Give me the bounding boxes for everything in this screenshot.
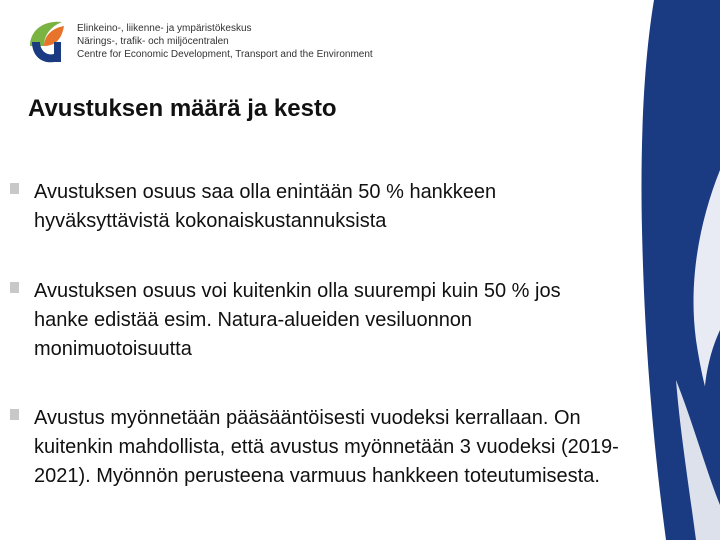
bullet-text: Avustuksen osuus voi kuitenkin olla suurempi kuin 50 % jos hanke edistää esim. Natura-alueiden vesiluonnon monimuotoisuutta [34, 280, 561, 360]
bullet-square-icon [10, 183, 19, 194]
logo-line-fi: Elinkeino-, liikenne- ja ympäristökeskus [77, 23, 252, 34]
ely-logo-icon [22, 16, 72, 66]
bullet-text: Avustus myönnetään pääsääntöisesti vuodeksi kerrallaan. On kuitenkin mahdollista, että avustus myönnetään 3 vuodeksi (2019-2021). Myönnön perusteena varmuus hankkeen toteutumisesta. [34, 407, 619, 487]
logo-line-sv: Närings-, trafik- och miljöcentralen [77, 36, 229, 47]
bullet-text: Avustuksen osuus saa olla enintään 50 % hankkeen hyväksyttävistä kokonaiskustannuksista [34, 181, 497, 232]
decorative-side-graphic [636, 0, 720, 540]
bullet-square-icon [10, 409, 19, 420]
page-title: Avustuksen määrä ja kesto [28, 95, 337, 122]
logo-line-en: Centre for Economic Development, Transport and the Environment [77, 49, 373, 60]
logo-text [77, 22, 373, 61]
ely-logo [22, 16, 373, 66]
bullet-square-icon [10, 282, 19, 293]
